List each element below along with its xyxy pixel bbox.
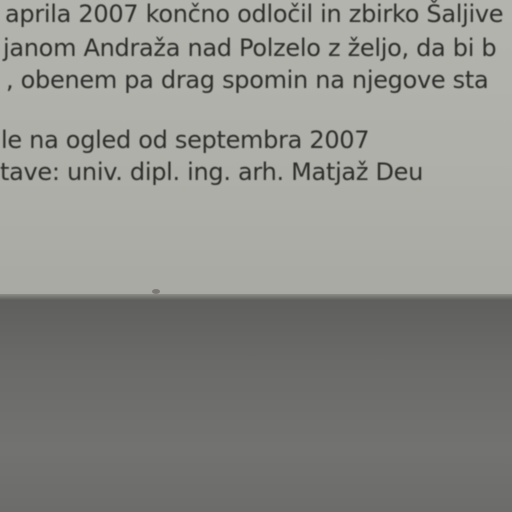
background-wall — [0, 300, 512, 512]
sign-text-line-1: aprila 2007 končno odločil in zbirko Šaljive — [5, 0, 504, 28]
sign-text-line-3: , obenem pa drag spomin na njegove sta — [6, 66, 489, 94]
sign-text-line-4: le na ogled od septembra 2007 — [1, 126, 370, 154]
sign-text-line-2: janom Andraža nad Polzelo z željo, da bi b — [3, 34, 497, 62]
sign-text-line-5: tave: univ. dipl. ing. arh. Matjaž Deu — [0, 158, 424, 186]
